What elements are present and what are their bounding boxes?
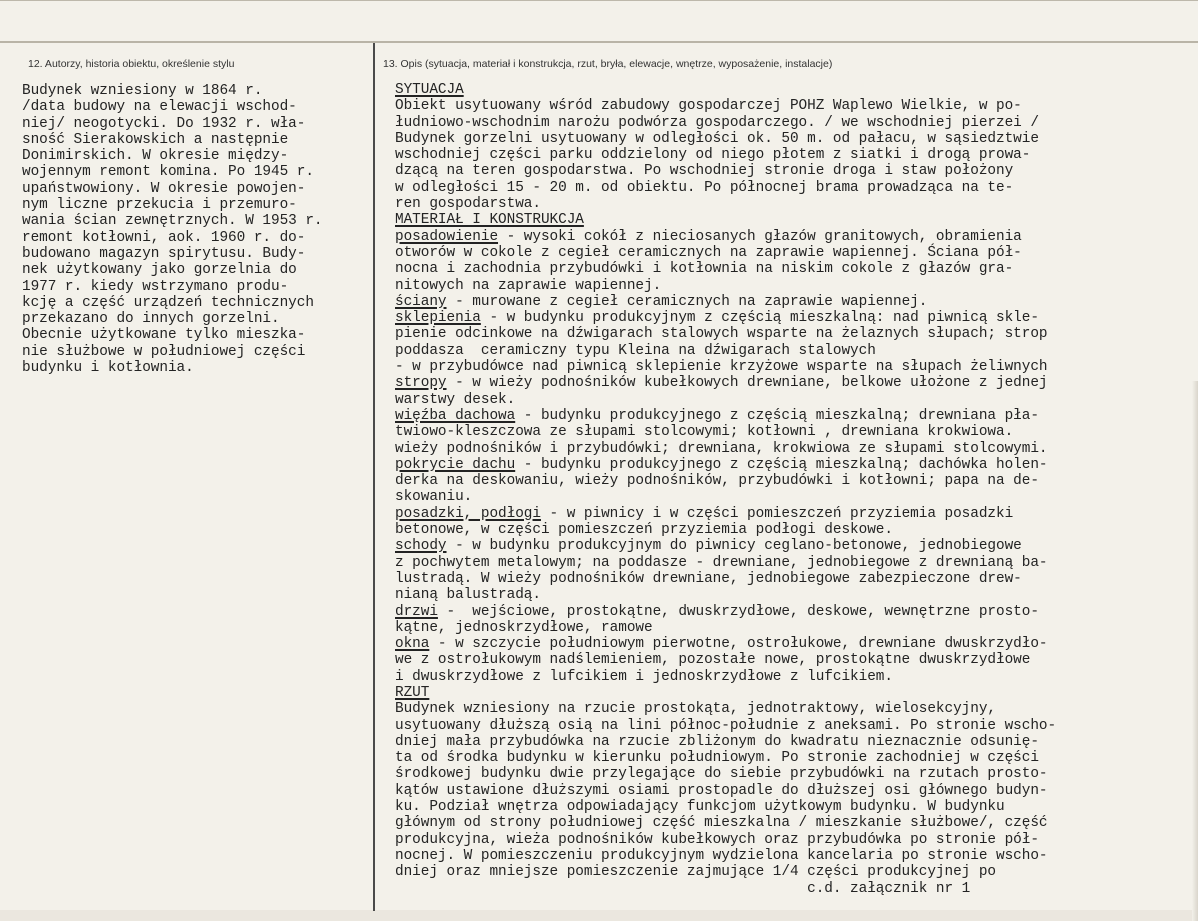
- underlined-term: ściany: [395, 293, 447, 310]
- description-text-line: [395, 571, 1056, 587]
- history-text-column: [22, 83, 323, 376]
- description-text-line: [395, 489, 1056, 505]
- underlined-term: SYTUACJA: [395, 82, 464, 98]
- description-text-line: [395, 783, 1056, 799]
- page-edge-shadow: [1192, 381, 1198, 921]
- line-text: nianą balustradą.: [395, 587, 541, 604]
- history-text-line: /data budowy na elewacji wschod-: [22, 99, 297, 116]
- description-text-line: [395, 538, 1056, 554]
- line-text: głównym od strony południowej część mieszkalna / mieszkanie służbowe/, część: [395, 815, 1048, 832]
- history-text-line: Donimirskich. W okresie między-: [22, 148, 289, 165]
- underlined-term: sklepienia: [395, 310, 481, 327]
- line-text: - w budynku produkcyjnym do piwnicy ceglano-betonowe, jednobiegowe: [446, 538, 1022, 555]
- line-text: ta od środka budynku w kierunku południowym. Po stronie zachodniej w części: [395, 750, 1039, 767]
- line-text: dniej mała przybudówka na rzucie zbliżonym do kwadratu nieznacznie odsunię-: [395, 733, 1039, 750]
- underlined-term: RZUT: [395, 684, 430, 701]
- history-text-line: sność Sierakowskich a następnie: [22, 131, 289, 148]
- underlined-term: posadowienie: [395, 228, 499, 245]
- description-text-line: [395, 359, 1056, 375]
- description-text-line: [395, 408, 1056, 424]
- description-text-line: [395, 343, 1056, 359]
- underlined-term: MATERIAŁ I KONSTRUKCJA: [395, 212, 584, 229]
- underlined-term: pokrycie dachu: [395, 456, 516, 473]
- line-text: - w budynku produkcyjnym z częścią mieszkalną: nad piwnicą skle-: [480, 310, 1039, 327]
- top-border: [0, 41, 1198, 43]
- underlined-term: drzwi: [395, 603, 438, 620]
- underlined-term: schody: [395, 538, 447, 555]
- line-text: i dwuskrzydłowe z lufcikiem i jednoskrzydłowe z lufcikiem.: [395, 668, 893, 685]
- line-text: w odległości 15 - 20 m. od obiektu. Po północnej brama prowadząca na te-: [395, 179, 1014, 196]
- description-text-line: [395, 848, 1056, 864]
- line-text: warstwy desek.: [395, 391, 516, 408]
- description-text-line: [395, 147, 1056, 163]
- underlined-term: okna: [395, 636, 430, 653]
- description-text-line: [395, 310, 1056, 326]
- line-text: Obiekt usytuowany wśród zabudowy gospodarczej POHZ Waplewo Wielkie, w po-: [395, 98, 1022, 115]
- line-text: - w przybudówce nad piwnicą sklepienie krzyżowe wsparte na słupach żeliwnych: [395, 359, 1048, 376]
- line-text: ren gospodarstwa.: [395, 196, 541, 213]
- history-text-line: przekazano do innych gorzelni.: [22, 311, 280, 328]
- description-text-line: [395, 864, 1056, 880]
- underlined-term: stropy: [395, 375, 447, 392]
- column-divider: [373, 43, 375, 911]
- description-text-line: [395, 115, 1056, 131]
- underlined-term: więźba dachowa: [395, 407, 516, 424]
- line-text: usytuowany dłuższą osią na lini północ-południe z aneksami. Po stronie wscho-: [395, 717, 1057, 734]
- line-text: poddasza ceramiczny typu Kleina na dźwigarach stalowych: [395, 342, 876, 359]
- line-text: kątne, jednoskrzydłowe, ramowe: [395, 619, 653, 636]
- section-12-header: 12. Autorzy, historia obiektu, określenie stylu: [28, 58, 235, 70]
- history-text-line: wojennym remont komina. Po 1945 r.: [22, 164, 314, 181]
- line-text: Budynek wzniesiony na rzucie prostokąta, jednotraktowy, wielosekcyjny,: [395, 701, 997, 718]
- description-text-line: [395, 815, 1056, 831]
- line-text: twiowo-kleszczowa ze słupami stolcowymi; kotłowni , drewniana krokwiowa.: [395, 424, 1014, 441]
- description-text-line: [395, 604, 1056, 620]
- line-text: lustradą. W wieży podnośników drewniane, jednobiegowe zabezpieczone drew-: [395, 570, 1022, 587]
- description-text-line: [395, 555, 1056, 571]
- line-text: nocna i zachodnia przybudówki i kotłownia na niskim cokole z głazów gra-: [395, 261, 1014, 278]
- line-text: derka na deskowaniu, wieży podnośników, przybudówki i kotłowni; papa na de-: [395, 473, 1039, 490]
- description-text-line: [395, 424, 1056, 440]
- line-text: - w piwnicy i w części pomieszczeń przyziemia posadzki: [540, 505, 1014, 522]
- description-text-line: [395, 766, 1056, 782]
- line-text: - w szczycie południowym pierwotne, ostrołukowe, drewniane dwuskrzydło-: [429, 636, 1048, 653]
- description-text-line: [395, 294, 1056, 310]
- history-text-line: 1977 r. kiedy wstrzymano produ-: [22, 278, 289, 295]
- line-text: otworów w cokole z cegieł ceramicznych na zaprawie wapiennej. Ściana pół-: [395, 244, 1022, 261]
- description-text-line: [395, 98, 1056, 114]
- line-text: betonowe, w części pomieszczeń przyziemia podłogi deskowe.: [395, 522, 893, 539]
- history-text-line: budowano magazyn spirytusu. Budy-: [22, 245, 306, 262]
- line-text: Budynek gorzelni usytuowany w odległości ok. 50 m. od pałacu, w sąsiedztwie: [395, 130, 1039, 147]
- description-text-line: [395, 131, 1056, 147]
- description-text-line: [395, 718, 1056, 734]
- description-text-line: [395, 652, 1056, 668]
- line-text: - budynku produkcyjnego z częścią mieszkalną; drewniana pła-: [515, 407, 1039, 424]
- underlined-term: posadzki, podłogi: [395, 505, 541, 522]
- line-text: z pochwytem metalowym; na poddasze - drewniane, jednobiegowe z drewnianą ba-: [395, 554, 1048, 571]
- description-text-line: [395, 734, 1056, 750]
- description-text-line: [395, 392, 1056, 408]
- history-text-line: niej/ neogotycki. Do 1932 r. wła-: [22, 115, 306, 132]
- description-text-line: [395, 245, 1056, 261]
- description-text-line: [395, 587, 1056, 603]
- description-text-line: [395, 522, 1056, 538]
- history-text-line: upaństwowiony. W okresie powojen-: [22, 180, 306, 197]
- line-text: pienie odcinkowe na dźwigarach stalowych wsparte na żelaznych słupach; strop: [395, 326, 1048, 343]
- line-text: - murowane z cegieł ceramicznych na zaprawie wapiennej.: [446, 293, 928, 310]
- line-text: wieży podnośników i przybudówki; drewniana, krokwiowa ze słupami stolcowymi.: [395, 440, 1048, 457]
- description-text-line: [395, 457, 1056, 473]
- description-text-column: [395, 82, 1056, 897]
- line-text: - wejściowe, prostokątne, dwuskrzydłowe, deskowe, wewnętrzne prosto-: [437, 603, 1039, 620]
- description-text-line: [395, 163, 1056, 179]
- history-text-line: budynku i kotłownia.: [22, 360, 194, 377]
- line-text: wschodniej części parku oddzielony od niego płotem z siatki i drogą prowa-: [395, 147, 1031, 164]
- description-text-line: [395, 473, 1056, 489]
- history-text-line: Budynek wzniesiony w 1864 r.: [22, 83, 263, 99]
- description-text-line: [395, 375, 1056, 391]
- line-text: kątów ustawione dłuższymi osiami prostopadle do dłuższej osi głównego budyn-: [395, 782, 1048, 799]
- description-text-line: [395, 441, 1056, 457]
- description-text-line: [395, 832, 1056, 848]
- description-text-line: [395, 881, 1056, 897]
- line-text: - budynku produkcyjnego z częścią mieszkalną; dachówka holen-: [515, 456, 1048, 473]
- description-text-line: [395, 506, 1056, 522]
- line-text: - wysoki cokół z nieciosanych głazów granitowych, obramienia: [498, 228, 1022, 245]
- history-text-line: nym liczne przekucia i przemuro-: [22, 197, 297, 214]
- line-text: - w wieży podnośników kubełkowych drewniane, belkowe ułożone z jednej: [446, 375, 1048, 392]
- history-text-line: Obecnie użytkowane tylko mieszka-: [22, 327, 306, 344]
- description-text-line: [395, 685, 1056, 701]
- line-text: dzącą na teren gospodarstwa. Po wschodniej stronie droga i staw położony: [395, 163, 1014, 180]
- description-text-line: [395, 196, 1056, 212]
- description-text-line: [395, 278, 1056, 294]
- line-text: środkowej budynku dwie przylegające do siebie przybudówki na rzutach prosto-: [395, 766, 1048, 783]
- line-text: ku. Podział wnętrza odpowiadający funkcjom użytkowym budynku. W budynku: [395, 799, 1005, 816]
- line-text: produkcyjna, wieża podnośników kubełkowych oraz przybudówka po stronie pół-: [395, 831, 1039, 848]
- description-text-line: [395, 799, 1056, 815]
- history-text-line: remont kotłowni, aok. 1960 r. do-: [22, 229, 306, 246]
- description-text-line: [395, 701, 1056, 717]
- description-text-line: [395, 326, 1056, 342]
- description-text-line: [395, 750, 1056, 766]
- description-text-line: [395, 620, 1056, 636]
- description-text-line: [395, 261, 1056, 277]
- history-text-line: nie służbowe w południowej części: [22, 343, 306, 360]
- description-text-line: [395, 229, 1056, 245]
- description-text-line: [395, 212, 1056, 228]
- history-text-line: nek użytkowany jako gorzelnia do: [22, 262, 297, 279]
- line-text: skowaniu.: [395, 489, 473, 506]
- line-text: c.d. załącznik nr 1: [395, 880, 971, 897]
- history-text-line: wania ścian zewnętrznych. W 1953 r.: [22, 213, 323, 230]
- description-text-line: [395, 82, 1056, 98]
- line-text: dniej oraz mniejsze pomieszczenie zajmujące 1/4 części produkcyjnej po: [395, 864, 997, 881]
- line-text: łudniowo-wschodnim narożu podwórza gospodarczego. / we wschodniej pierzei /: [395, 114, 1039, 131]
- line-text: nitowych na zaprawie wapiennej.: [395, 277, 662, 294]
- line-text: we z ostrołukowym nadślemieniem, pozostałe nowe, prostokątne dwuskrzydłowe: [395, 652, 1031, 669]
- section-13-header: 13. Opis (sytuacja, materiał i konstrukcja, rzut, bryła, elewacje, wnętrze, wyposażenie, instalacje): [383, 58, 833, 70]
- description-text-line: [395, 636, 1056, 652]
- line-text: nocnej. W pomieszczeniu produkcyjnym wydzielona kancelaria po stronie wscho-: [395, 847, 1048, 864]
- description-text-line: [395, 669, 1056, 685]
- description-text-line: [395, 180, 1056, 196]
- history-text-line: kcję a część urządzeń technicznych: [22, 294, 314, 311]
